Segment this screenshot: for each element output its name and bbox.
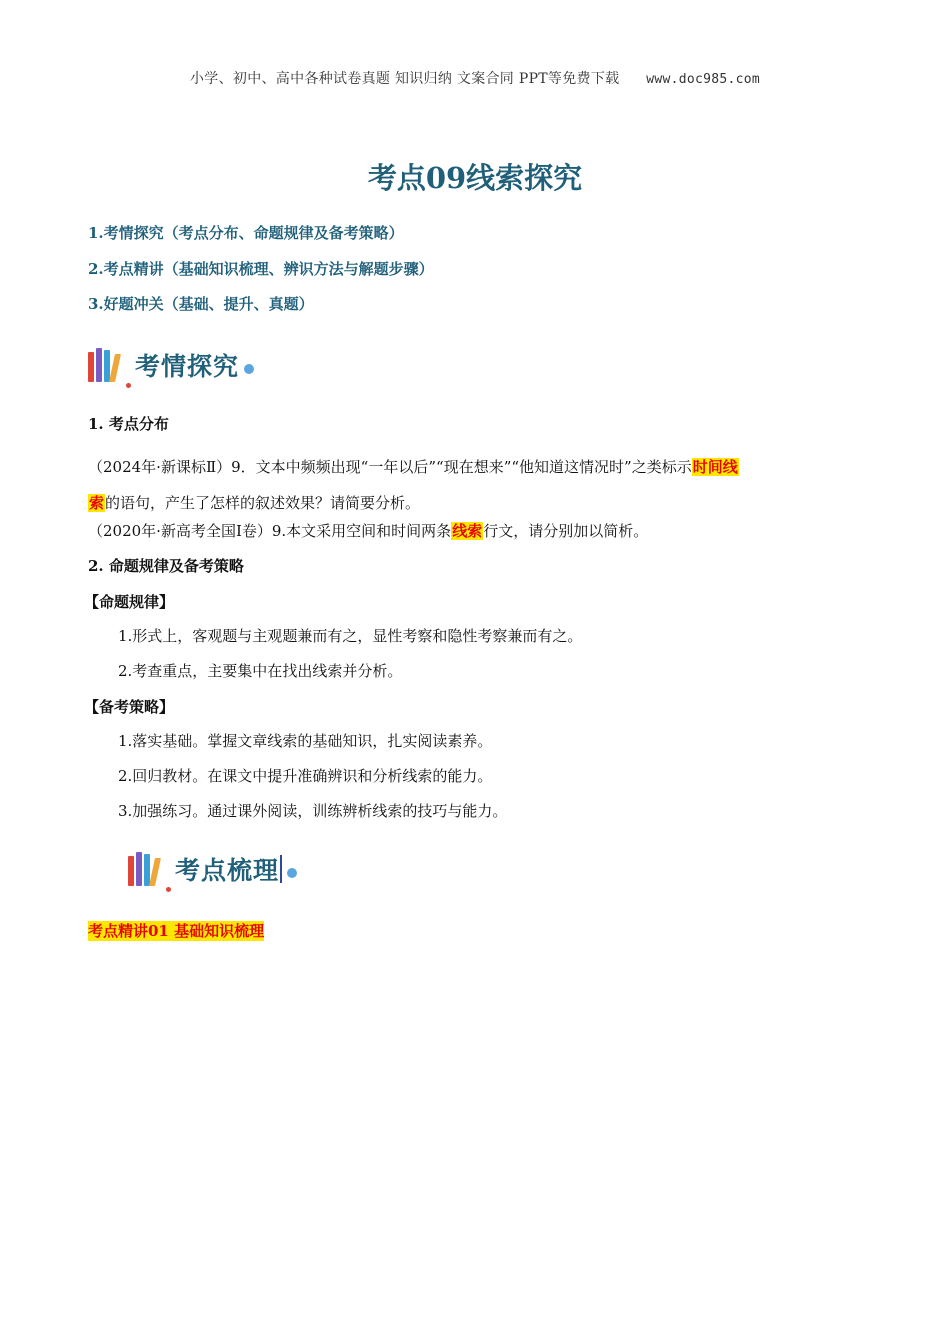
point-heading <box>88 921 868 941</box>
toc-item-1[interactable]: 1.考情探究（考点分布、命题规律及备考策略） <box>88 224 404 242</box>
toc-item-3[interactable]: 3.好题冲关（基础、提升、真题） <box>88 295 314 313</box>
question-2020-suffix: 行文，请分别加以简析。 <box>483 522 649 540</box>
dot-icon <box>126 383 131 388</box>
section-badge-exam-analysis <box>88 336 254 394</box>
question-2020-prefix: （2020年·新高考全国Ⅰ卷）9.本文采用空间和时间两条 <box>88 522 452 540</box>
question-2024 <box>88 449 868 521</box>
badge-label: 考点梳理 <box>175 856 280 885</box>
rule-item: 1.形式上，客观题与主观题兼而有之，显性考察和隐性考察兼而有之。 <box>118 627 583 645</box>
highlight-time-clue: 时间线 <box>692 458 738 476</box>
strategy-item: 3.加强练习。通过课外阅读，训练辨析线索的技巧与能力。 <box>118 802 508 820</box>
strategy-label: 【备考策略】 <box>84 698 175 716</box>
rules-label: 【命题规律】 <box>84 593 175 611</box>
badge-label: 考情探究 <box>135 352 240 381</box>
question-2024-suffix: 的语句，产生了怎样的叙述效果？请简要分析。 <box>105 494 421 512</box>
header-text: 小学、初中、高中各种试卷真题 知识归纳 文案合同 PPT等免费下载 <box>190 71 620 87</box>
strategy-item: 2.回归教材。在课文中提升准确辨识和分析线索的能力。 <box>118 767 493 785</box>
dot-icon <box>166 887 171 892</box>
section-badge-key-points <box>128 840 297 898</box>
header-url[interactable]: www.doc985.com <box>646 72 760 87</box>
highlight-clue: 线索 <box>452 522 483 540</box>
section-heading-distribution: 1. 考点分布 <box>88 415 169 433</box>
page-header <box>0 68 950 88</box>
highlight-time-clue-cont: 索 <box>89 494 105 512</box>
rule-item: 2.考查重点，主要集中在找出线索并分析。 <box>118 662 403 680</box>
question-2020 <box>88 521 868 541</box>
strategy-item: 1.落实基础。掌握文章线索的基础知识，扎实阅读素养。 <box>118 732 493 750</box>
section-heading-rules: 2. 命题规律及备考策略 <box>88 557 244 575</box>
point-title: 考点精讲01 基础知识梳理 <box>88 922 265 940</box>
text-cursor-icon <box>280 855 282 883</box>
question-2024-prefix: （2024年·新课标Ⅱ）9．文本中频频出现“一年以后”“现在想来”“他知道这情况时”之类标示 <box>88 458 692 476</box>
books-icon <box>88 348 120 382</box>
books-icon <box>128 852 160 886</box>
dot-icon <box>244 364 254 374</box>
dot-icon <box>287 868 297 878</box>
toc-item-2[interactable]: 2.考点精讲（基础知识梳理、辨识方法与解题步骤） <box>88 260 434 278</box>
page-title: 考点09线索探究 <box>367 161 583 195</box>
